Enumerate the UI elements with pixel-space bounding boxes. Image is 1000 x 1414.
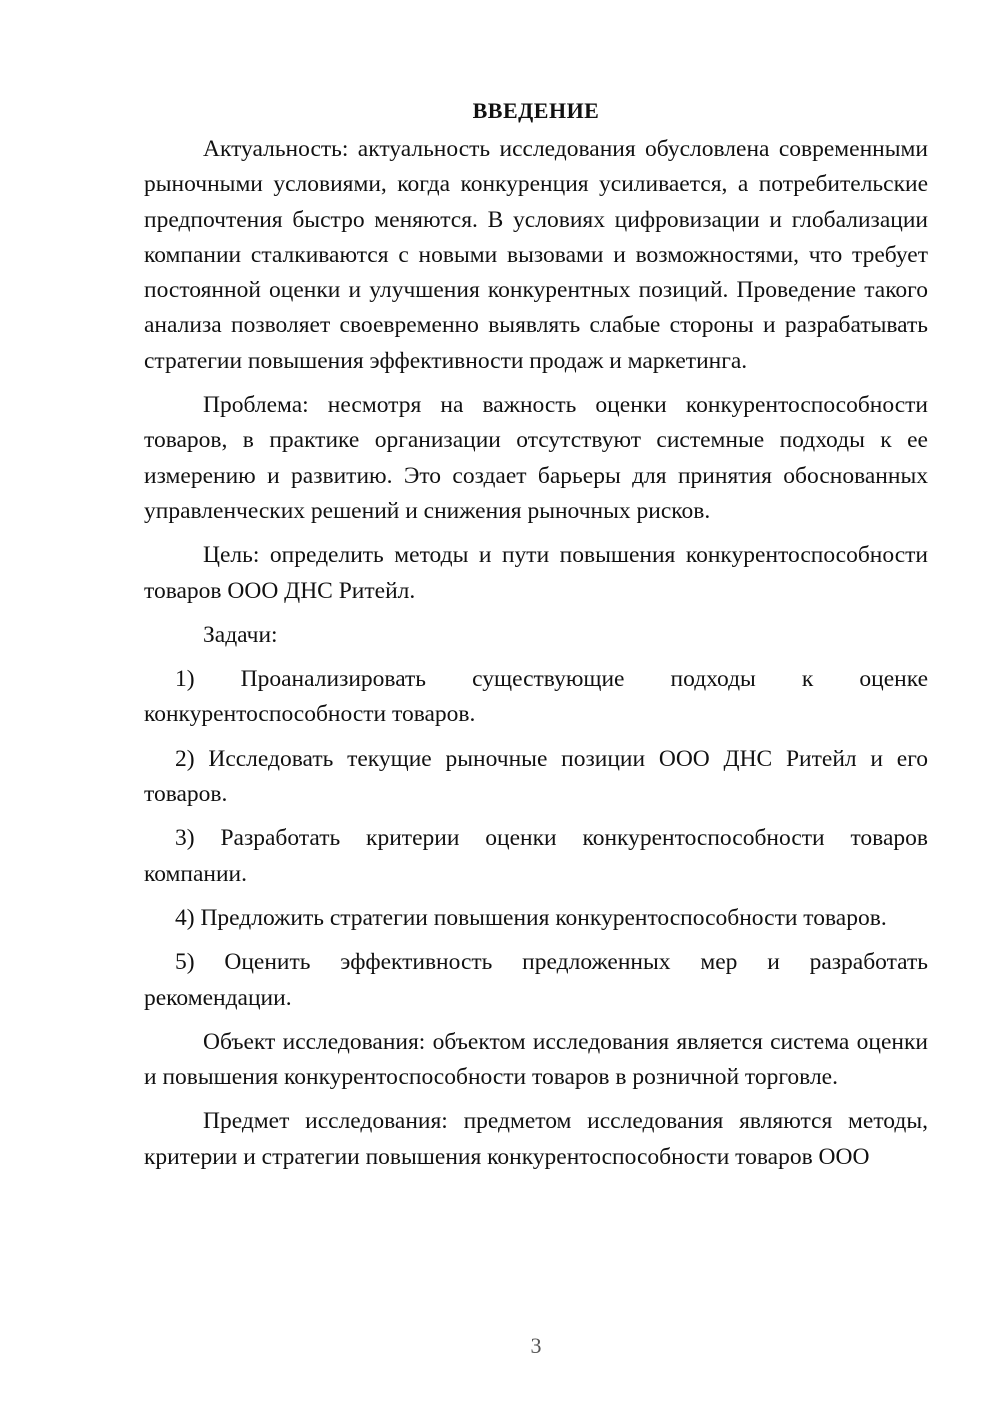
page-body [144, 94, 928, 1184]
paragraph-goal: Цель: определить методы и пути повышения конкурентоспособности товаров ООО ДНС Ритейл. [144, 542, 928, 604]
task-item-4: 4) Предложить стратегии повышения конкурентоспособности товаров. [175, 904, 887, 931]
task-item-3: 3) Разработать критерии оценки конкурентоспособности товаров компании. [144, 825, 928, 887]
page-number: 3 [530, 1333, 542, 1358]
task-item-2: 2) Исследовать текущие рыночные позиции ООО ДНС Ритейл и его товаров. [144, 745, 928, 808]
paragraph-problem: Проблема: несмотря на важность оценки конкурентоспособности товаров, в практике организации отсутствуют системные подходы к ее измерению и развитию. Это создает барьеры для принятия обоснованных управленческих решений и снижения рыночных рисков. [144, 392, 928, 524]
paragraph-subject: Предмет исследования: предметом исследования являются методы, критерии и стратегии повышения конкурентоспособности товаров ООО [144, 1108, 928, 1170]
paragraph-tasks-heading: Задачи: [203, 621, 278, 648]
task-item-1: 1) Проанализировать существующие подходы к оценке конкурентоспособности товаров. [144, 666, 928, 728]
paragraph-object: Объект исследования: объектом исследования является система оценки и повышения конкурентоспособности товаров в розничной торговле. [144, 1028, 928, 1091]
paragraph-relevance: Актуальность: актуальность исследования обусловлена современными рыночными условиями, когда конкуренция усиливается, а потребительские предпочтения быстро меняются. В условиях цифровизации и глобализации компании сталкиваются с новыми вызовами и возможностями, что требует постоянной оценки и улучшения конкурентных позиций. Проведение такого анализа позволяет своевременно выявлять слабые стороны и разрабатывать стратегии повышения эффективности продаж и маркетинга. [144, 136, 928, 374]
section-title: ВВЕДЕНИЕ [472, 98, 600, 123]
task-item-5: 5) Оценить эффективность предложенных мер и разработать рекомендации. [144, 949, 928, 1011]
